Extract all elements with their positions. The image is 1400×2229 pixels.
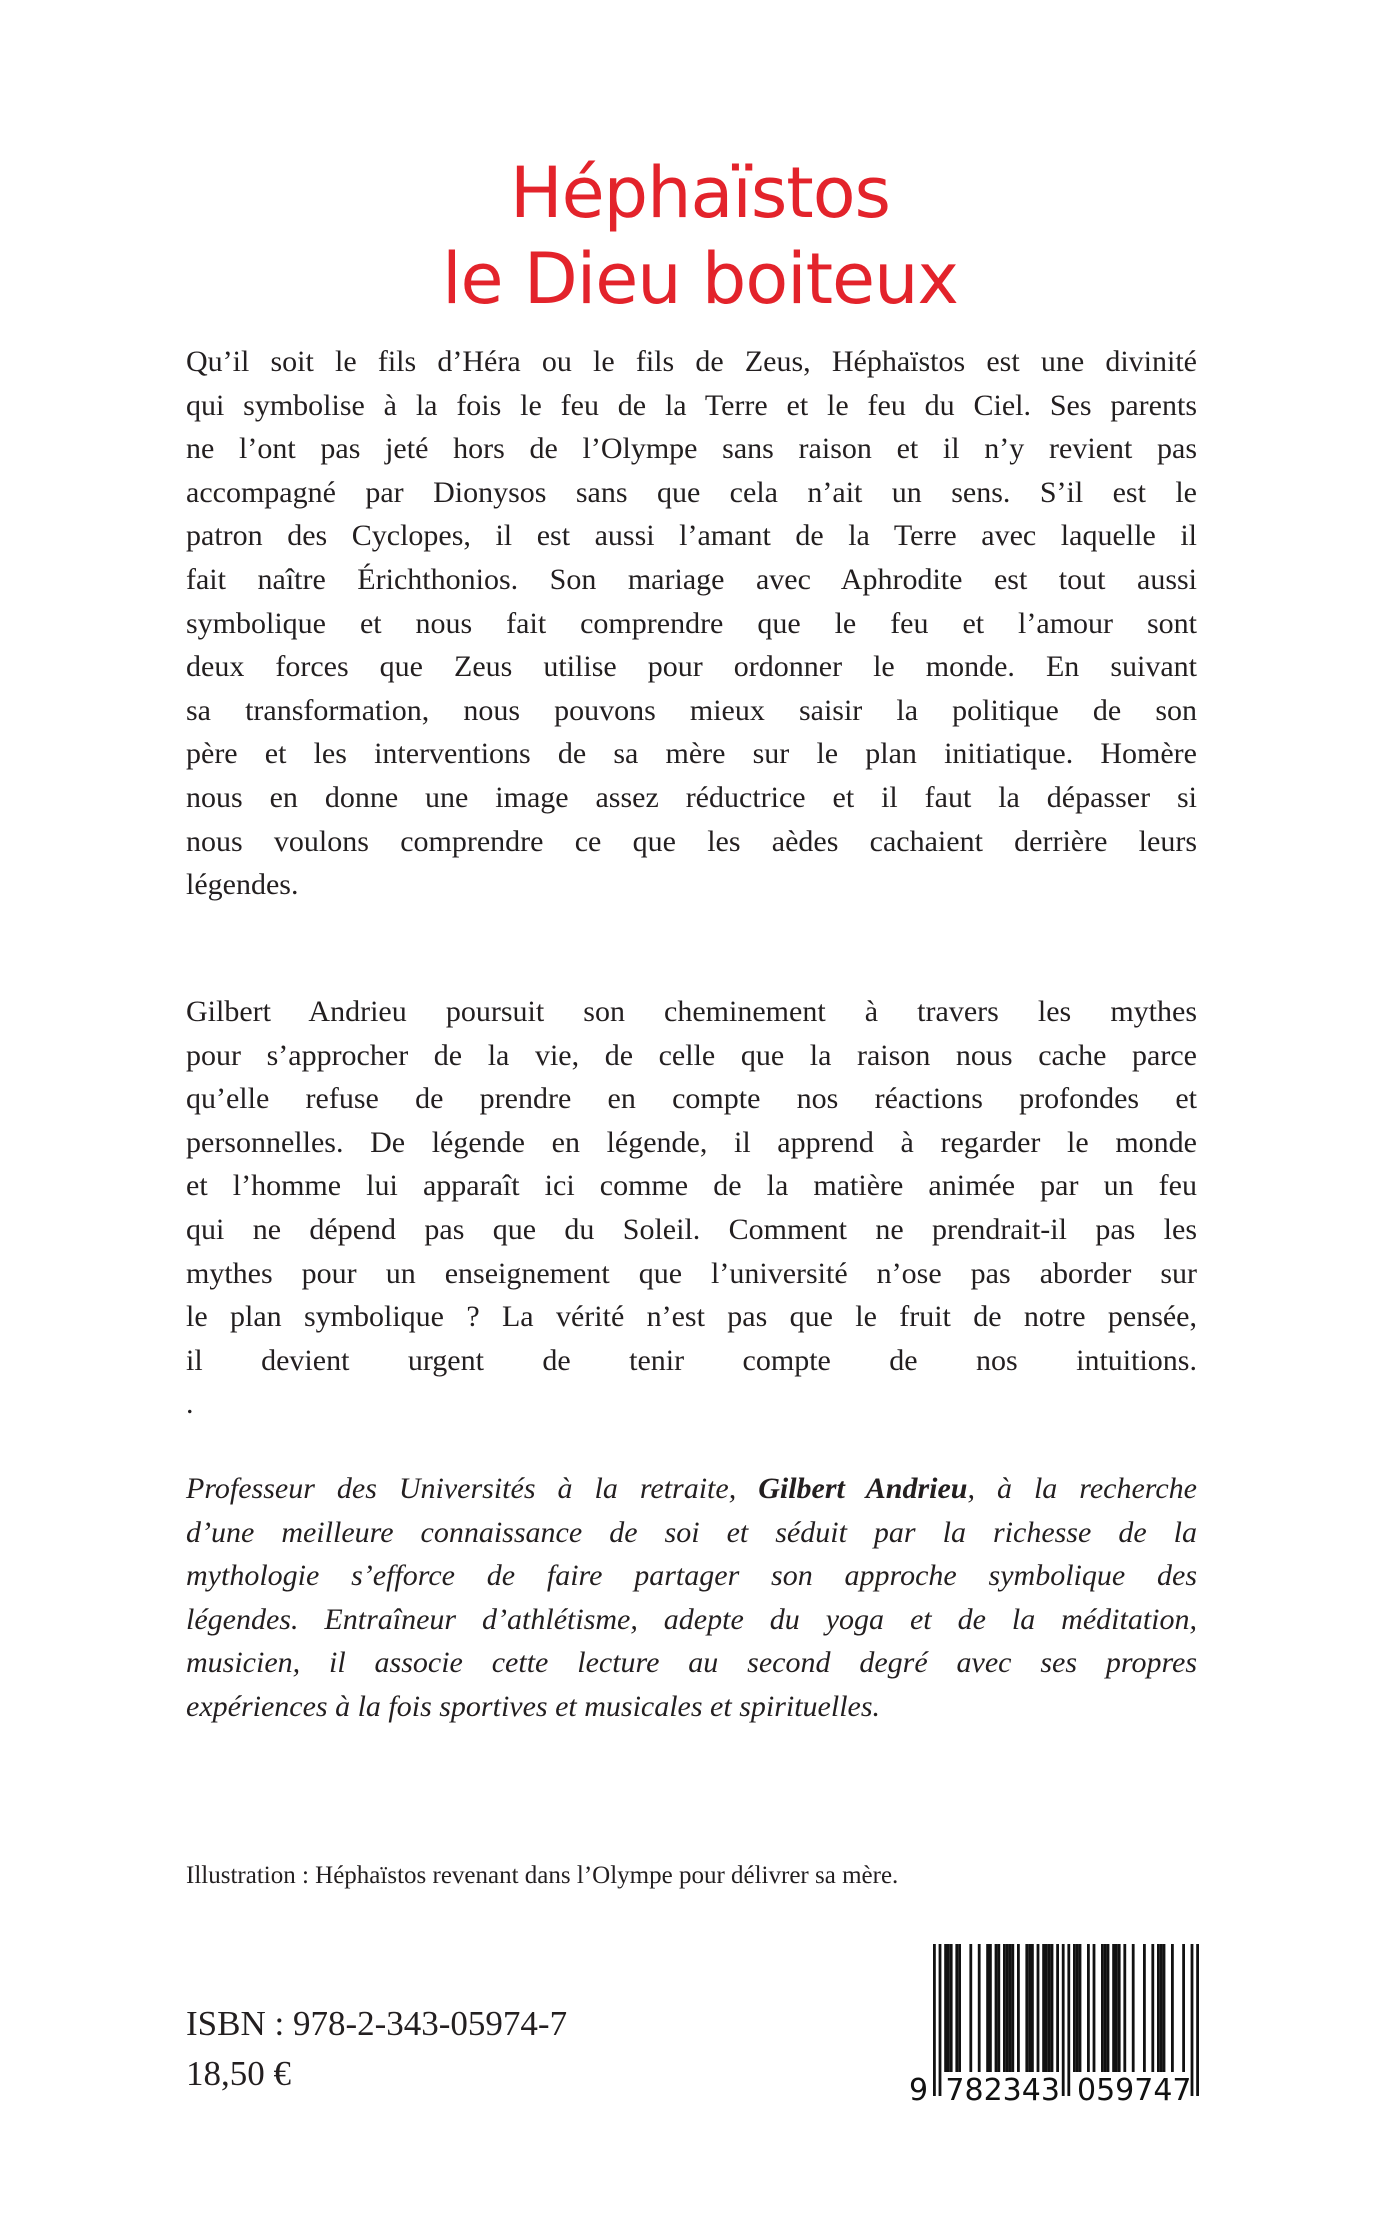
book-title [0, 150, 1400, 322]
isbn: ISBN : 978-2-343-05974-7 [186, 2004, 568, 2043]
bio-text: Professeur des Universités à la retraite, [186, 1472, 759, 1505]
barcode-bar [1118, 1944, 1121, 2072]
barcode-bar [986, 1944, 989, 2072]
text-line: mythes pour un enseignement que l’université n’ose pas aborder sur [186, 1256, 1197, 1290]
text-line: deux forces que Zeus utilise pour ordonner le monde. En suivant [186, 650, 1197, 684]
text-line: père et les interventions de sa mère sur le plan initiatique. Homère [186, 737, 1197, 771]
text-line: sa transformation, nous pouvons mieux saisir la politique de son [186, 693, 1197, 727]
text-line: qu’elle refuse de prendre en compte nos réactions profondes et [186, 1082, 1197, 1116]
text-line: . [186, 1387, 194, 1421]
text-line: accompagné par Dionysos sans que cela n’ait un sens. S’il est le [186, 475, 1197, 509]
barcode-bar [1042, 1944, 1045, 2072]
barcode-bar [1076, 1944, 1079, 2072]
price: 18,50 € [186, 2054, 291, 2093]
barcode-bar [1107, 1944, 1110, 2072]
text-line: nous en donne une image assez réductrice et il faut la dépasser si [186, 780, 1197, 814]
text-line: fait naître Érichthonios. Son mariage avec Aphrodite est tout aussi [186, 562, 1197, 596]
text-line: mythologie s’efforce de faire partager son approche symbolique des [186, 1559, 1197, 1593]
barcode-bar [1025, 1944, 1028, 2072]
text-line: nous voulons comprendre ce que les aèdes cachaient derrière leurs [186, 824, 1197, 858]
barcode-bar [1011, 1944, 1014, 2072]
text-line: patron des Cyclopes, il est aussi l’amant de la Terre avec laquelle il [186, 519, 1197, 553]
barcode-bar [1009, 1944, 1012, 2072]
text-line: Gilbert Andrieu poursuit son cheminement à travers les mythes [186, 995, 1197, 1028]
barcode-bar [1079, 1944, 1082, 2072]
author-name: Gilbert Andrieu [758, 1472, 968, 1505]
text-line: et l’homme lui apparaît ici comme de la matière animée par un feu [186, 1169, 1197, 1203]
barcode-bar [1056, 1944, 1059, 2072]
text-line: pour s’approcher de la vie, de celle que la raison nous cache parce [186, 1038, 1197, 1072]
barcode-bar [1087, 1944, 1090, 2072]
barcode-bar [939, 1944, 942, 2096]
title-line-1: Héphaïstos [509, 152, 891, 234]
barcode-bar [933, 1944, 936, 2096]
barcode-bar [955, 1944, 958, 2072]
bio-text: , à la recherche [967, 1472, 1197, 1505]
barcode-bar [1093, 1944, 1096, 2072]
text-line: Qu’il soit le fils d’Héra ou le fils de Zeus, Héphaïstos est une divinité [186, 345, 1197, 378]
author-bio-paragraph [186, 1467, 1197, 1729]
barcode-bar [978, 1944, 981, 2072]
barcode-bar [1048, 1944, 1051, 2072]
barcode-digits: 782343 [945, 2073, 1060, 2104]
barcode-bar [1151, 1944, 1154, 2072]
barcode-bar [1101, 1944, 1104, 2072]
author-approach-paragraph [186, 990, 1197, 1426]
barcode-bar [1182, 1944, 1185, 2072]
barcode-bar [1160, 1944, 1163, 2072]
barcode-bar [1028, 1944, 1031, 2072]
barcode-bar [1031, 1944, 1034, 2072]
text-line: qui symbolise à la fois le feu de la Terre et le feu du Ciel. Ses parents [186, 388, 1197, 422]
barcode-bar [1123, 1944, 1126, 2072]
barcode-bar [1017, 1944, 1020, 2072]
text-line: d’une meilleure connaissance de soi et séduit par la richesse de la [186, 1515, 1197, 1549]
bio-line [186, 1467, 1197, 1511]
text-line: personnelles. De légende en légende, il apprend à regarder le monde [186, 1125, 1197, 1159]
text-line: musicien, il associe cette lecture au second degré avec ses propres [186, 1646, 1197, 1680]
barcode-bar [1003, 1944, 1006, 2072]
barcode-bar [1051, 1944, 1054, 2072]
barcode-digits: 9 [909, 2073, 929, 2104]
barcode-bar [1112, 1944, 1115, 2072]
text-line: qui ne dépend pas que du Soleil. Comment ne prendrait-il pas les [186, 1212, 1197, 1246]
barcode-bar [958, 1944, 961, 2072]
barcode-bar [950, 1944, 953, 2072]
illustration-caption: Illustration : Héphaïstos revenant dans l’Olympe pour délivrer sa mère. [186, 1862, 899, 1889]
title-line-2: le Dieu boiteux [442, 238, 958, 320]
barcode-bar [1115, 1944, 1118, 2072]
text-line: légendes. Entraîneur d’athlétisme, adepte du yoga et de la méditation, [186, 1602, 1197, 1636]
text-line: le plan symbolique ? La vérité n’est pas que le fruit de notre pensée, [186, 1300, 1197, 1334]
barcode-bar [1143, 1944, 1146, 2072]
barcode-digits: 059747 [1077, 2073, 1192, 2104]
barcode-bar [1163, 1944, 1166, 2072]
text-line: symbolique et nous fait comprendre que le feu et l’amour sont [186, 606, 1197, 640]
barcode-bar [1045, 1944, 1048, 2072]
barcode-bar [969, 1944, 972, 2072]
barcode-bar [1104, 1944, 1107, 2072]
barcode-bar [1067, 1944, 1070, 2096]
barcode-bar [1171, 1944, 1174, 2072]
barcode-bar [944, 1944, 947, 2072]
barcode-bar [989, 1944, 992, 2072]
barcode-bar [1132, 1944, 1135, 2072]
barcode-bar [1196, 1944, 1199, 2096]
barcode-bar [995, 1944, 998, 2072]
text-line: légendes. [186, 868, 299, 902]
barcode-bar [1062, 1944, 1065, 2096]
barcode-bar [1073, 1944, 1076, 2072]
barcode-bar [1157, 1944, 1160, 2072]
barcode-bar [947, 1944, 950, 2072]
text-line: il devient urgent de tenir compte de nos intuitions. [186, 1343, 1197, 1377]
barcode [905, 1944, 1205, 2104]
summary-paragraph [186, 340, 1197, 907]
text-line: ne l’ont pas jeté hors de l’Olympe sans raison et il n’y revient pas [186, 432, 1197, 466]
text-line: expériences à la fois sportives et musicales et spirituelles. [186, 1689, 881, 1723]
barcode-bar [1037, 1944, 1040, 2072]
barcode-bar [997, 1944, 1000, 2072]
barcode-bar [1006, 1944, 1009, 2072]
